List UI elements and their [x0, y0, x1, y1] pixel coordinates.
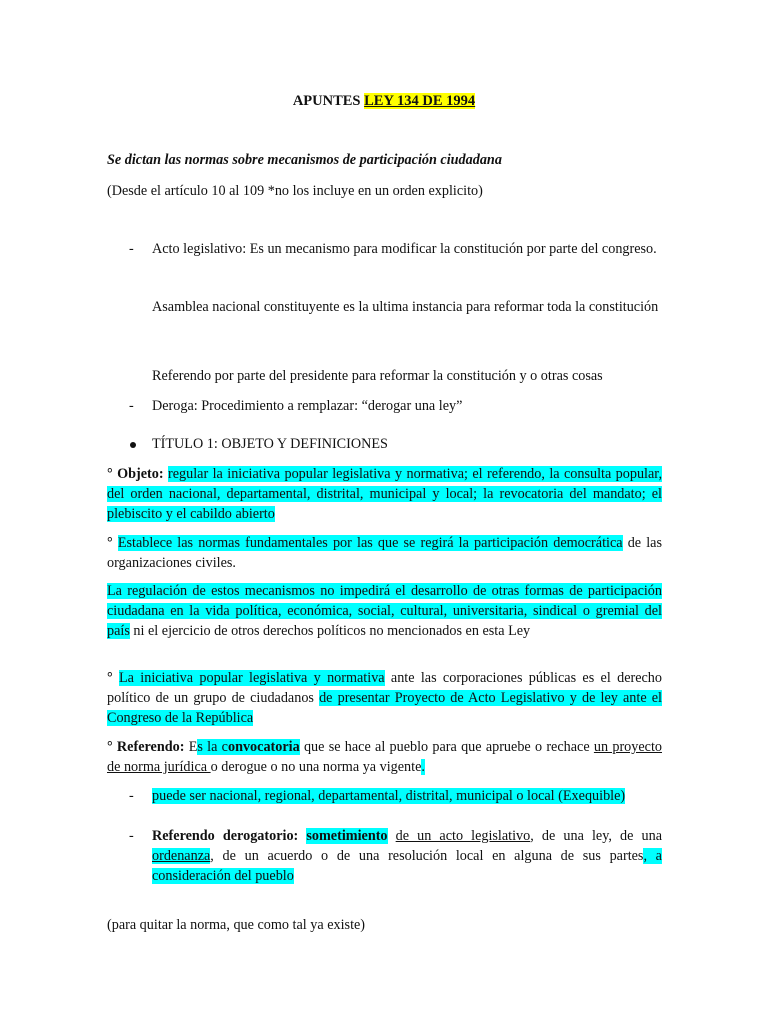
list-marker: -	[129, 788, 134, 804]
derogatorio-consideracion: , a consideración del pueblo	[152, 848, 662, 884]
regulacion-rest: ni el ejercicio de otros derechos políticos no mencionados en esta Ley	[129, 623, 531, 639]
title-law-highlight: LEY 134 DE 1994	[364, 93, 476, 109]
list-marker: -	[129, 241, 134, 257]
bullet-dot	[130, 442, 136, 448]
list-marker: -	[129, 398, 134, 414]
objeto-text: regular la iniciativa popular legislativa y normativa; el referendo, la consulta popular, del orden nacional, departamental, distrital, municipal y local; la revocatoria del mandato; el plebiscito y el cabildo abierto	[107, 466, 662, 522]
establece-rest: de las organizaciones civiles.	[107, 535, 662, 571]
referendo-label: ° Referendo:	[107, 739, 185, 755]
paragraph-regulacion	[107, 581, 662, 641]
paragraph-referendo	[107, 737, 662, 777]
list-item-asamblea: Asamblea nacional constituyente es la ultima instancia para reformar toda la constitución	[152, 299, 659, 315]
page-title	[0, 91, 768, 111]
regulacion-highlight: La regulación de estos mecanismos no impedirá el desarrollo de otras formas de participación ciudadana en la vida política, económica, social, cultural, universitaria, sindical o gremial del país	[107, 583, 662, 639]
referendo-part: .	[421, 759, 425, 775]
referendo-part: s la c	[197, 739, 228, 755]
closing-note: (para quitar la norma, que como tal ya existe)	[107, 917, 366, 933]
paragraph-iniciativa	[107, 668, 662, 728]
list-item-deroga: Deroga: Procedimiento a remplazar: “derogar una ley”	[152, 398, 463, 414]
derogatorio-sometimiento: sometimiento	[306, 828, 388, 844]
iniciativa-highlight-2: de presentar Proyecto de Acto Legislativo y de ley ante el Congreso de la República	[107, 690, 662, 726]
objeto-label: ° Objeto:	[107, 466, 164, 482]
derogatorio-ordenanza: ordenanza	[152, 848, 211, 864]
list-item-alcance	[152, 786, 662, 806]
derogatorio-part: , de una ley, de una	[530, 828, 662, 844]
derogatorio-part: , de un acuerdo o de una resolución local en alguna de sus partes	[210, 848, 644, 864]
iniciativa-middle: ante las corporaciones públicas es el derecho político de un grupo de ciudadanos	[107, 670, 662, 706]
range-note: (Desde el artículo 10 al 109 *no los incluye en un orden explicito)	[107, 183, 483, 199]
degree-mark: °	[107, 670, 119, 686]
list-marker: -	[129, 828, 134, 844]
section-heading: TÍTULO 1: OBJETO Y DEFINICIONES	[152, 436, 388, 452]
referendo-part: o derogue o no una norma ya vigente	[210, 759, 422, 775]
paragraph-objeto	[107, 464, 662, 524]
referendo-proyecto: un proyecto de norma jurídica	[107, 739, 662, 775]
referendo-convocatoria: onvocatoria	[227, 739, 300, 755]
list-item-referendo-presidente: Referendo por parte del presidente para reformar la constitución y o otras cosas	[152, 368, 603, 384]
list-item-acto-legislativo: Acto legislativo: Es un mecanismo para modificar la constitución por parte del congreso.	[152, 241, 657, 257]
title-prefix: APUNTES	[292, 93, 365, 109]
list-item-referendo-derogatorio	[152, 826, 662, 886]
establece-highlight: Establece las normas fundamentales por las que se regirá la participación democrática	[117, 535, 623, 551]
referendo-part: E	[184, 739, 198, 755]
paragraph-establece	[107, 533, 662, 573]
alcance-text: puede ser nacional, regional, departamental, distrital, municipal o local (Exequible)	[152, 788, 626, 804]
degree-mark: °	[107, 535, 118, 551]
iniciativa-highlight-1: La iniciativa popular legislativa y normativa	[119, 670, 385, 686]
derogatorio-acto: de un acto legislativo	[395, 828, 531, 844]
subtitle: Se dictan las normas sobre mecanismos de participación ciudadana	[107, 152, 502, 168]
derogatorio-part	[388, 828, 396, 844]
referendo-part: que se hace al pueblo para que apruebe o rechace	[299, 739, 594, 755]
derogatorio-label: Referendo derogatorio:	[152, 828, 307, 844]
